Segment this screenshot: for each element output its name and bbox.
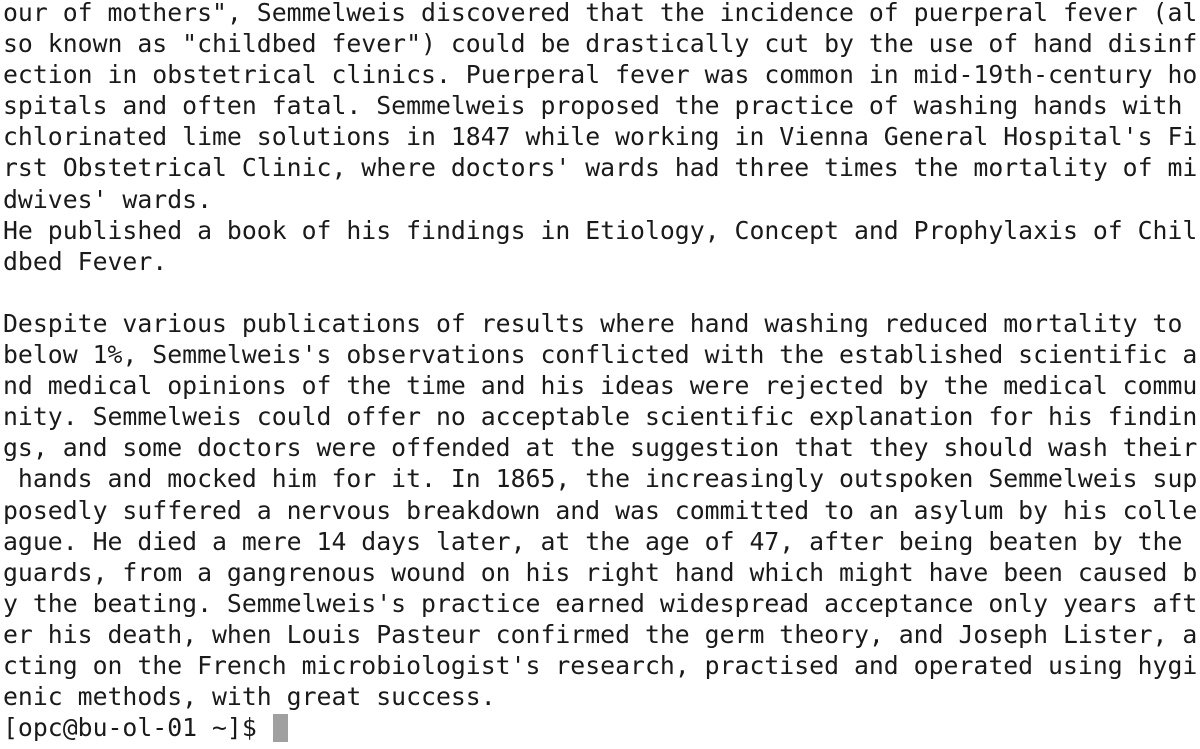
- terminal-output-line: dbed Fever.: [3, 246, 168, 276]
- terminal-output-line: ection in obstetrical clinics. Puerperal fever was common in mid-19th-century ho: [3, 60, 1198, 90]
- terminal-output-line: our of mothers", Semmelweis discovered that the incidence of puerperal fever (al: [3, 0, 1198, 27]
- terminal-cursor[interactable]: [273, 714, 288, 742]
- terminal-output-line: Despite various publications of results where hand washing reduced mortality to: [3, 308, 1183, 338]
- terminal-output-line: He published a book of his findings in Etiology, Concept and Prophylaxis of Chil: [3, 215, 1198, 245]
- terminal-prompt-line[interactable]: [3, 712, 1200, 743]
- terminal-output-line: below 1%, Semmelweis's observations conflicted with the established scientific a: [3, 340, 1198, 370]
- terminal-output-line: enic methods, with great success.: [3, 682, 496, 712]
- terminal-output-line: gs, and some doctors were offended at the suggestion that they should wash their: [3, 433, 1198, 463]
- terminal-output-line: nd medical opinions of the time and his ideas were rejected by the medical commu: [3, 371, 1198, 401]
- terminal-output-line: rst Obstetrical Clinic, where doctors' wards had three times the mortality of mi: [3, 153, 1198, 183]
- terminal-output-line: posedly suffered a nervous breakdown and was committed to an asylum by his colle: [3, 495, 1198, 525]
- terminal-output-line: [3, 277, 1200, 308]
- terminal-output-line: so known as "childbed fever") could be drastically cut by the use of hand disinf: [3, 29, 1198, 59]
- terminal-output-line: hands and mocked him for it. In 1865, the increasingly outspoken Semmelweis sup: [3, 464, 1198, 494]
- terminal-output-line: cting on the French microbiologist's research, practised and operated using hygi: [3, 650, 1198, 680]
- shell-prompt: [opc@bu-ol-01 ~]$: [3, 713, 272, 743]
- terminal-output-line: spitals and often fatal. Semmelweis proposed the practice of washing hands with: [3, 91, 1183, 121]
- terminal-output-line: ague. He died a mere 14 days later, at the age of 47, after being beaten by the: [3, 526, 1183, 556]
- terminal-window[interactable]: [3, 0, 1200, 749]
- terminal-output-line: er his death, when Louis Pasteur confirmed the germ theory, and Joseph Lister, a: [3, 619, 1198, 649]
- terminal-output-line: guards, from a gangrenous wound on his right hand which might have been caused b: [3, 557, 1198, 587]
- terminal-output-line: y the beating. Semmelweis's practice earned widespread acceptance only years aft: [3, 588, 1198, 618]
- terminal-output-line: nity. Semmelweis could offer no acceptable scientific explanation for his findin: [3, 402, 1198, 432]
- terminal-output-line: chlorinated lime solutions in 1847 while working in Vienna General Hospital's Fi: [3, 122, 1198, 152]
- terminal-output-line: dwives' wards.: [3, 184, 213, 214]
